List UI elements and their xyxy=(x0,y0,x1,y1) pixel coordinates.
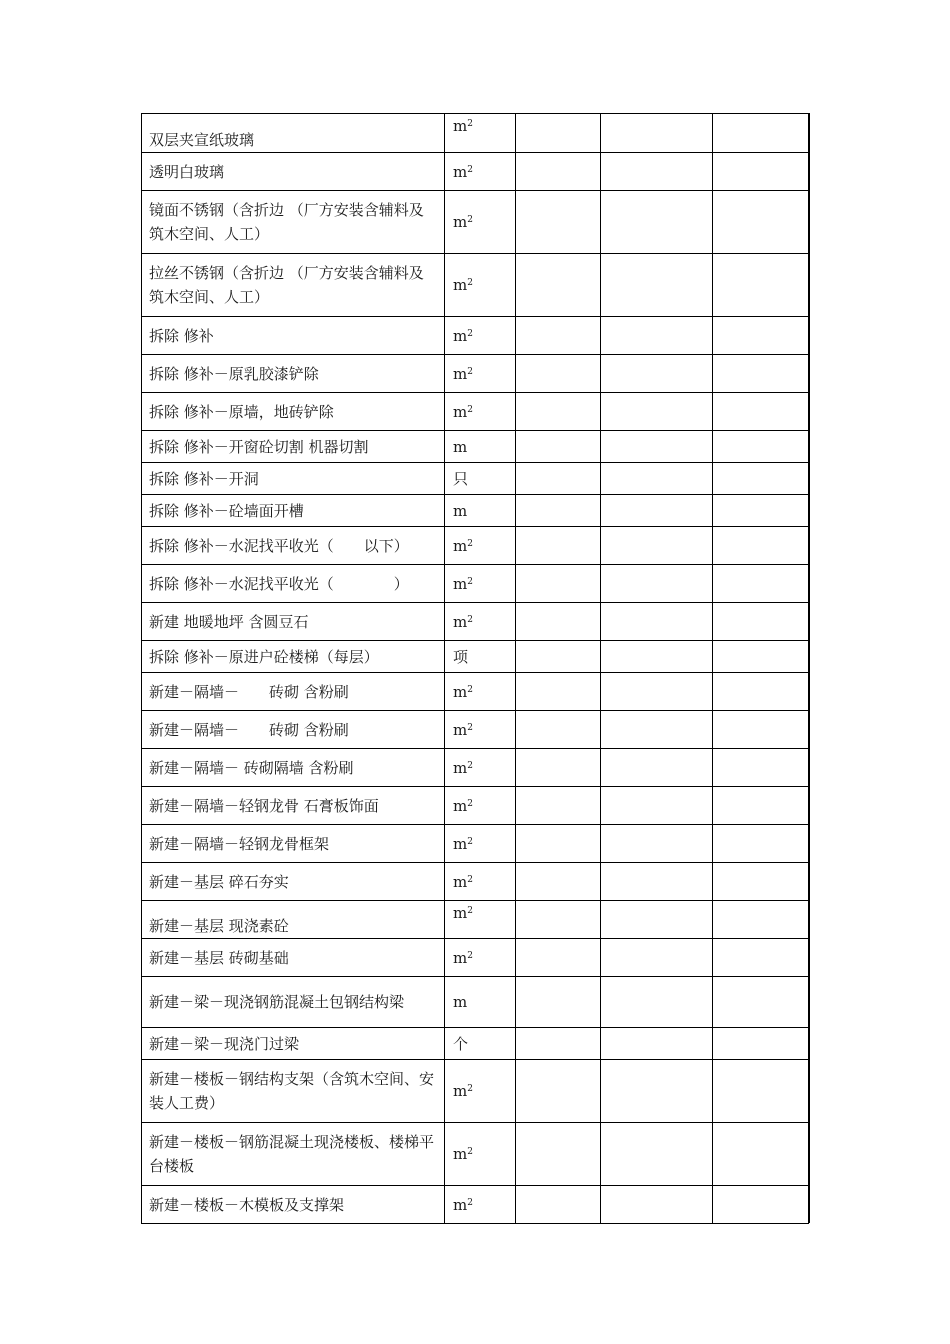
qty-cell xyxy=(516,254,601,317)
amount-cell xyxy=(713,1123,809,1186)
price-cell xyxy=(601,565,713,603)
unit-cell: $m^2$ xyxy=(445,749,516,787)
unit-cell: $m^2$ xyxy=(445,901,516,939)
unit-cell: $m^2$ xyxy=(445,603,516,641)
unit-cell: $m^2$ xyxy=(445,393,516,431)
unit-cell: $m^2$ xyxy=(445,355,516,393)
qty-cell xyxy=(516,977,601,1028)
unit-cell: $m^2$ xyxy=(445,939,516,977)
table-row xyxy=(142,749,809,787)
amount-cell xyxy=(713,1028,809,1060)
qty-cell xyxy=(516,114,601,153)
qty-cell xyxy=(516,711,601,749)
item-cell: 拆除 修补－开洞 xyxy=(142,463,445,495)
unit-cell: m xyxy=(445,431,516,463)
price-cell xyxy=(601,939,713,977)
item-cell: 拆除 修补 xyxy=(142,317,445,355)
price-cell xyxy=(601,317,713,355)
qty-cell xyxy=(516,825,601,863)
unit-cell: $m^2$ xyxy=(445,317,516,355)
table-row xyxy=(142,355,809,393)
price-cell xyxy=(601,254,713,317)
unit-cell: $m^2$ xyxy=(445,114,516,153)
qty-cell xyxy=(516,431,601,463)
qty-cell xyxy=(516,317,601,355)
item-cell: 镜面不锈钢（含折边 （厂方安装含辅料及筑木空间、人工） xyxy=(142,191,445,254)
amount-cell xyxy=(713,114,809,153)
table-row xyxy=(142,527,809,565)
table-row xyxy=(142,939,809,977)
table-row xyxy=(142,1060,809,1123)
item-cell: 新建－楼板－钢结构支架（含筑木空间、安装人工费） xyxy=(142,1060,445,1123)
qty-cell xyxy=(516,673,601,711)
item-cell: 新建－楼板－钢筋混凝土现浇楼板、楼梯平台楼板 xyxy=(142,1123,445,1186)
table-row xyxy=(142,393,809,431)
price-cell xyxy=(601,114,713,153)
table-row xyxy=(142,191,809,254)
unit-cell: $m^2$ xyxy=(445,825,516,863)
amount-cell xyxy=(713,711,809,749)
price-cell xyxy=(601,749,713,787)
item-cell: 新建－基层 碎石夯实 xyxy=(142,863,445,901)
amount-cell xyxy=(713,191,809,254)
table-row xyxy=(142,565,809,603)
table-row xyxy=(142,317,809,355)
item-cell: 拆除 修补－砼墙面开槽 xyxy=(142,495,445,527)
price-cell xyxy=(601,431,713,463)
table-row xyxy=(142,603,809,641)
price-cell xyxy=(601,1123,713,1186)
amount-cell xyxy=(713,431,809,463)
amount-cell xyxy=(713,673,809,711)
table-row xyxy=(142,901,809,939)
unit-cell: $m^2$ xyxy=(445,863,516,901)
amount-cell xyxy=(713,787,809,825)
table-row xyxy=(142,711,809,749)
qty-cell xyxy=(516,863,601,901)
amount-cell xyxy=(713,153,809,191)
qty-cell xyxy=(516,191,601,254)
unit-cell: $m^2$ xyxy=(445,527,516,565)
item-cell: 新建－隔墙－ 砖砌 含粉刷 xyxy=(142,711,445,749)
item-cell: 透明白玻璃 xyxy=(142,153,445,191)
unit-cell: $m^2$ xyxy=(445,254,516,317)
amount-cell xyxy=(713,317,809,355)
qty-cell xyxy=(516,495,601,527)
table-row xyxy=(142,641,809,673)
amount-cell xyxy=(713,527,809,565)
unit-cell: $m^2$ xyxy=(445,565,516,603)
table-row xyxy=(142,673,809,711)
table-row xyxy=(142,1028,809,1060)
item-cell: 拉丝不锈钢（含折边 （厂方安装含辅料及筑木空间、人工） xyxy=(142,254,445,317)
unit-cell: 只 xyxy=(445,463,516,495)
qty-cell xyxy=(516,463,601,495)
table-row xyxy=(142,977,809,1028)
item-cell: 拆除 修补－水泥找平收光（ ） xyxy=(142,565,445,603)
amount-cell xyxy=(713,463,809,495)
table-right-border xyxy=(808,113,810,1223)
item-cell: 双层夹宣纸玻璃 xyxy=(142,114,445,153)
qty-cell xyxy=(516,1028,601,1060)
unit-cell: $m^2$ xyxy=(445,673,516,711)
qty-cell xyxy=(516,393,601,431)
amount-cell xyxy=(713,495,809,527)
qty-cell xyxy=(516,641,601,673)
item-cell: 新建－梁－现浇钢筋混凝土包钢结构梁 xyxy=(142,977,445,1028)
item-cell: 拆除 修补－水泥找平收光（ 以下） xyxy=(142,527,445,565)
table-row xyxy=(142,495,809,527)
item-cell: 拆除 修补－原乳胶漆铲除 xyxy=(142,355,445,393)
qty-cell xyxy=(516,1123,601,1186)
qty-cell xyxy=(516,153,601,191)
item-cell: 新建－隔墙－轻钢龙骨 石膏板饰面 xyxy=(142,787,445,825)
qty-cell xyxy=(516,527,601,565)
amount-cell xyxy=(713,355,809,393)
price-cell xyxy=(601,527,713,565)
item-cell: 新建－基层 现浇素砼 xyxy=(142,901,445,939)
amount-cell xyxy=(713,603,809,641)
qty-cell xyxy=(516,1060,601,1123)
price-cell xyxy=(601,1186,713,1224)
amount-cell xyxy=(713,641,809,673)
amount-cell xyxy=(713,749,809,787)
item-cell: 拆除 修补－原墙，地砖铲除 xyxy=(142,393,445,431)
price-cell xyxy=(601,1060,713,1123)
price-cell xyxy=(601,641,713,673)
item-cell: 新建－隔墙－轻钢龙骨框架 xyxy=(142,825,445,863)
unit-cell: $m^2$ xyxy=(445,153,516,191)
amount-cell xyxy=(713,901,809,939)
price-cell xyxy=(601,1028,713,1060)
table-row xyxy=(142,863,809,901)
item-cell: 新建－隔墙－ 砖砌 含粉刷 xyxy=(142,673,445,711)
unit-cell: $m^2$ xyxy=(445,787,516,825)
price-cell xyxy=(601,673,713,711)
table-row xyxy=(142,431,809,463)
item-cell: 拆除 修补－原进户砼楼梯（每层） xyxy=(142,641,445,673)
quantity-table xyxy=(141,113,809,1224)
price-cell xyxy=(601,787,713,825)
price-cell xyxy=(601,463,713,495)
amount-cell xyxy=(713,863,809,901)
amount-cell xyxy=(713,565,809,603)
item-cell: 新建－基层 砖砌基础 xyxy=(142,939,445,977)
table-row xyxy=(142,1186,809,1224)
table-row xyxy=(142,114,809,153)
price-cell xyxy=(601,153,713,191)
amount-cell xyxy=(713,254,809,317)
unit-cell: $m^2$ xyxy=(445,1186,516,1224)
table-body xyxy=(142,114,809,1224)
price-cell xyxy=(601,825,713,863)
unit-cell: $m^2$ xyxy=(445,191,516,254)
qty-cell xyxy=(516,565,601,603)
qty-cell xyxy=(516,1186,601,1224)
price-cell xyxy=(601,711,713,749)
unit-cell: m xyxy=(445,495,516,527)
amount-cell xyxy=(713,939,809,977)
item-cell: 新建－梁－现浇门过梁 xyxy=(142,1028,445,1060)
amount-cell xyxy=(713,977,809,1028)
amount-cell xyxy=(713,1060,809,1123)
unit-cell: $m^2$ xyxy=(445,711,516,749)
table-row xyxy=(142,153,809,191)
qty-cell xyxy=(516,939,601,977)
price-cell xyxy=(601,495,713,527)
price-cell xyxy=(601,977,713,1028)
qty-cell xyxy=(516,603,601,641)
item-cell: 拆除 修补－开窗砼切割 机器切割 xyxy=(142,431,445,463)
unit-cell: 项 xyxy=(445,641,516,673)
item-cell: 新建 地暖地坪 含圆豆石 xyxy=(142,603,445,641)
price-cell xyxy=(601,863,713,901)
price-cell xyxy=(601,355,713,393)
unit-cell: m xyxy=(445,977,516,1028)
amount-cell xyxy=(713,1186,809,1224)
table-row xyxy=(142,463,809,495)
table-row xyxy=(142,825,809,863)
qty-cell xyxy=(516,901,601,939)
price-cell xyxy=(601,191,713,254)
item-cell: 新建－隔墙－ 砖砌隔墙 含粉刷 xyxy=(142,749,445,787)
item-cell: 新建－楼板－木模板及支撑架 xyxy=(142,1186,445,1224)
table-row xyxy=(142,787,809,825)
unit-cell: $m^2$ xyxy=(445,1123,516,1186)
unit-cell: $m^2$ xyxy=(445,1060,516,1123)
table-row xyxy=(142,1123,809,1186)
qty-cell xyxy=(516,787,601,825)
qty-cell xyxy=(516,355,601,393)
unit-cell: 个 xyxy=(445,1028,516,1060)
amount-cell xyxy=(713,393,809,431)
price-cell xyxy=(601,901,713,939)
price-cell xyxy=(601,393,713,431)
amount-cell xyxy=(713,825,809,863)
price-cell xyxy=(601,603,713,641)
qty-cell xyxy=(516,749,601,787)
table-row xyxy=(142,254,809,317)
